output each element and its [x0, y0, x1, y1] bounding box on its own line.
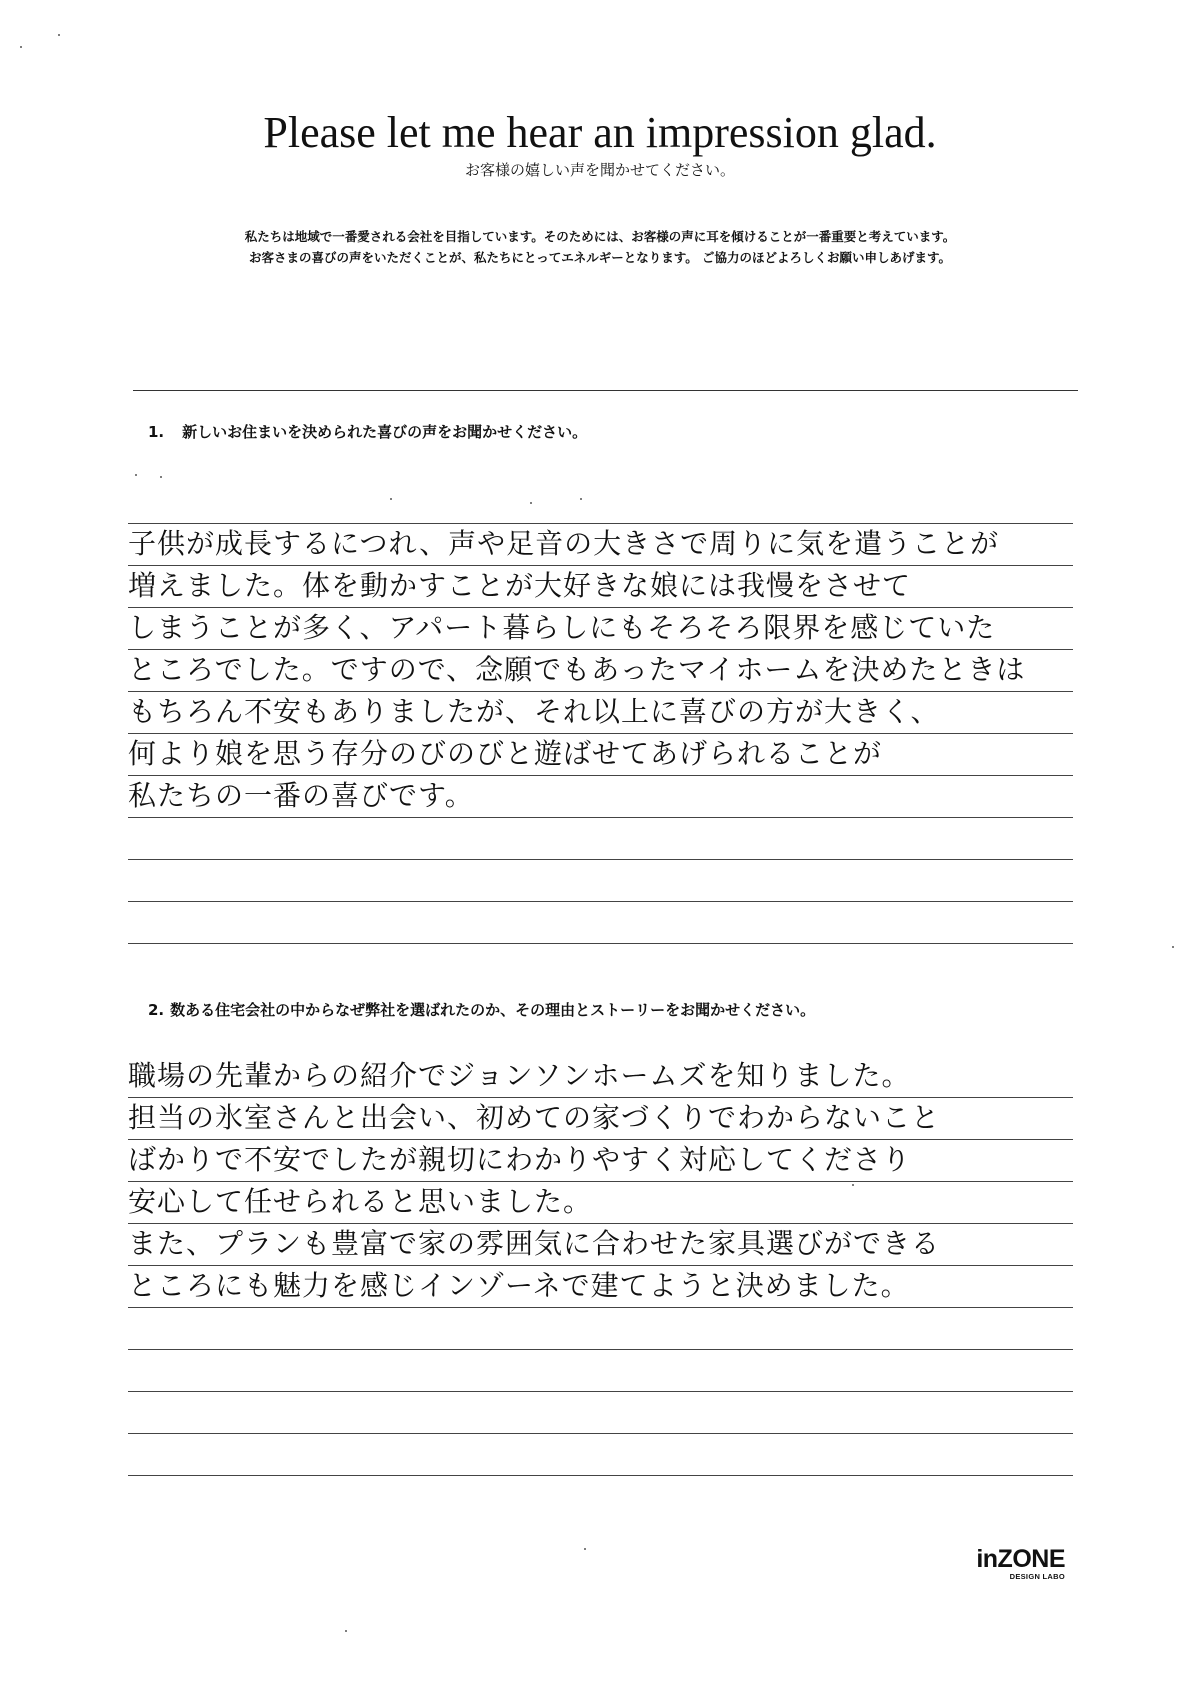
question-text: 数ある住宅会社の中からなぜ弊社を選ばれたのか、その理由とストーリーをお聞かせください。 [170, 1001, 816, 1019]
question-1 [148, 422, 587, 442]
ruled-line [128, 1098, 1073, 1140]
handwritten-line: ところにも魅力を感じインゾーネで建てようと決めました。 [128, 1269, 910, 1302]
scan-speck [580, 498, 582, 500]
ruled-line [128, 1308, 1073, 1350]
ruled-line [128, 524, 1073, 566]
ruled-line [128, 860, 1073, 902]
page-subtitle: お客様の嬉しい声を聞かせてください。 [464, 161, 735, 179]
handwritten-line: 何より娘を思う存分のびのびと遊ばせてあげられることが [128, 737, 883, 770]
answer-2-area [128, 1056, 1073, 1476]
ruled-line [128, 734, 1073, 776]
ruled-line [128, 902, 1073, 944]
scan-speck [160, 476, 162, 478]
scan-speck [584, 1548, 586, 1550]
intro-text [0, 226, 1200, 268]
handwritten-line: しまうことが多く、アパート暮らしにもそろそろ限界を感じていた [128, 611, 996, 644]
question-number: 2. [148, 1001, 165, 1019]
scan-speck [390, 498, 392, 500]
ruled-line [128, 1392, 1073, 1434]
ruled-line [128, 1266, 1073, 1308]
handwritten-line: 職場の先輩からの紹介でジョンソンホームズを知りました。 [128, 1059, 911, 1092]
ruled-line [128, 1224, 1073, 1266]
handwritten-line: 安心して任せられると思いました。 [128, 1185, 593, 1218]
ruled-line [128, 1350, 1073, 1392]
ruled-line [128, 608, 1073, 650]
handwritten-line: ばかりで不安でしたが親切にわかりやすく対応してくださり [128, 1143, 912, 1176]
question-2 [148, 1000, 815, 1020]
answer-1-area [128, 482, 1073, 944]
ruled-line [128, 1434, 1073, 1476]
handwritten-line: ところでした。ですので、念願でもあったマイホームを決めたときは [128, 653, 1026, 686]
question-text: 新しいお住まいを決められた喜びの声をお聞かせください。 [182, 423, 588, 441]
scan-speck [852, 1184, 854, 1186]
page-title: Please let me hear an impression glad. [263, 108, 937, 157]
ruled-line [128, 692, 1073, 734]
scan-speck [58, 34, 60, 36]
handwritten-line: もちろん不安もありましたが、それ以上に喜びの方が大きく、 [128, 695, 940, 728]
ruled-line [128, 482, 1073, 524]
ruled-line [128, 650, 1073, 692]
scan-speck [345, 1630, 347, 1632]
intro-line: お客さまの喜びの声をいただくことが、私たちにとってエネルギーとなります。 ご協力のほどよろしくお願い申しあげます。 [248, 250, 952, 265]
ruled-line [128, 818, 1073, 860]
intro-line: 私たちは地域で一番愛される会社を目指しています。そのためには、お客様の声に耳を傾けることが一番重要と考えています。 [244, 229, 956, 244]
scan-speck [1172, 946, 1174, 948]
ruled-line [128, 1182, 1073, 1224]
handwritten-line: 増えました。体を動かすことが大好きな娘には我慢をさせて [128, 569, 912, 602]
handwritten-line: 子供が成長するにつれ、声や足音の大きさで周りに気を遣うことが [128, 527, 1000, 560]
ruled-line [128, 566, 1073, 608]
company-logo [955, 1546, 1065, 1581]
question-number: 1. [148, 423, 165, 441]
logo-wordmark: inZONE [976, 1545, 1065, 1573]
scan-speck [20, 46, 22, 48]
ruled-line [128, 1056, 1073, 1098]
header-divider [133, 390, 1078, 391]
ruled-line [128, 776, 1073, 818]
handwritten-line: また、プランも豊富で家の雰囲気に合わせた家具選びができる [128, 1227, 941, 1260]
ruled-line [128, 1140, 1073, 1182]
scan-speck [530, 502, 532, 504]
handwritten-line: 担当の氷室さんと出会い、初めての家づくりでわからないこと [128, 1101, 941, 1134]
logo-tagline: DESIGN LABO [1009, 1572, 1065, 1581]
handwritten-line: 私たちの一番の喜びです。 [128, 779, 474, 812]
scan-speck [135, 474, 137, 476]
